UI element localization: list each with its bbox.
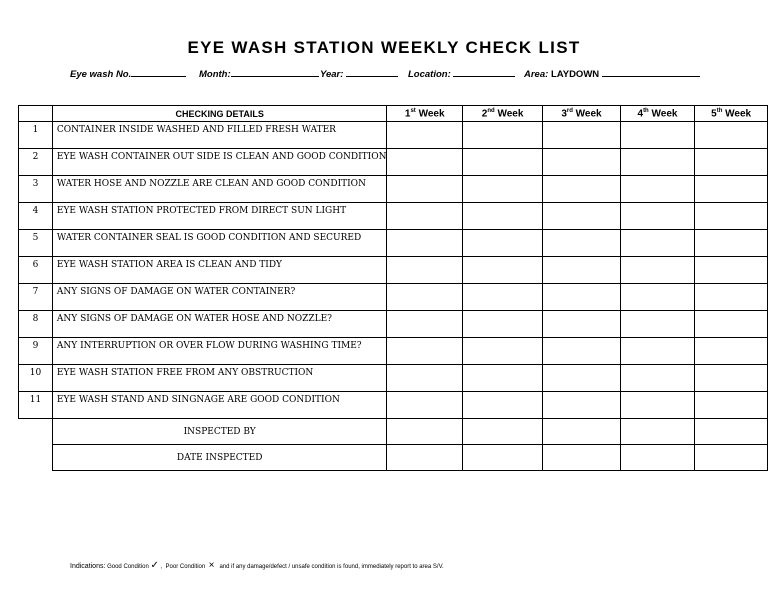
table-row <box>19 122 768 149</box>
table-row <box>19 203 768 230</box>
week-cell[interactable] <box>620 230 695 257</box>
week-cell[interactable] <box>462 203 542 230</box>
week-cell[interactable] <box>695 284 768 311</box>
week-cell[interactable] <box>695 149 768 176</box>
header-week-4: 4th Week <box>620 106 695 122</box>
week-cell[interactable] <box>695 230 768 257</box>
table-row <box>19 365 768 392</box>
week-cell[interactable] <box>620 311 695 338</box>
week-cell[interactable] <box>543 122 620 149</box>
inspected-by-cell[interactable] <box>462 419 542 445</box>
row-check-item: WATER CONTAINER SEAL IS GOOD CONDITION AND SECURED <box>52 230 387 257</box>
area-field[interactable] <box>524 67 700 80</box>
row-check-item: EYE WASH STATION PROTECTED FROM DIRECT SUN LIGHT <box>52 203 387 230</box>
location-field[interactable] <box>408 67 515 80</box>
week-cell[interactable] <box>462 149 542 176</box>
week-cell[interactable] <box>543 203 620 230</box>
week-cell[interactable] <box>695 257 768 284</box>
row-number: 11 <box>19 392 53 419</box>
blank-cell <box>19 445 53 471</box>
date-inspected-cell[interactable] <box>695 445 768 471</box>
table-row <box>19 176 768 203</box>
inspected-by-cell[interactable] <box>387 419 463 445</box>
week-cell[interactable] <box>543 257 620 284</box>
week-cell[interactable] <box>620 149 695 176</box>
checklist-table <box>18 105 768 471</box>
header-checking-details: CHECKING DETAILS <box>52 106 387 122</box>
table-row <box>19 149 768 176</box>
week-cell[interactable] <box>543 311 620 338</box>
week-cell[interactable] <box>387 122 463 149</box>
header-week-2: 2nd Week <box>462 106 542 122</box>
week-cell[interactable] <box>462 284 542 311</box>
year-label: Year: <box>320 69 344 80</box>
row-number: 3 <box>19 176 53 203</box>
inspected-by-cell[interactable] <box>695 419 768 445</box>
week-cell[interactable] <box>462 338 542 365</box>
table-row <box>19 257 768 284</box>
month-field[interactable] <box>199 67 319 80</box>
week-cell[interactable] <box>387 257 463 284</box>
inspected-by-label: INSPECTED BY <box>52 419 387 445</box>
header-week-5: 5th Week <box>695 106 768 122</box>
row-check-item: EYE WASH CONTAINER OUT SIDE IS CLEAN AND GOOD CONDITION <box>52 149 387 176</box>
month-label: Month: <box>199 69 231 80</box>
location-label: Location: <box>408 69 451 80</box>
date-inspected-cell[interactable] <box>462 445 542 471</box>
row-check-item: ANY INTERRUPTION OR OVER FLOW DURING WASHING TIME? <box>52 338 387 365</box>
week-cell[interactable] <box>620 122 695 149</box>
year-field[interactable] <box>320 67 398 80</box>
header-week-3: 3rd Week <box>543 106 620 122</box>
row-number: 7 <box>19 284 53 311</box>
area-value: LAYDOWN <box>550 69 600 80</box>
week-cell[interactable] <box>462 176 542 203</box>
table-row <box>19 311 768 338</box>
week-cell[interactable] <box>387 149 463 176</box>
year-line[interactable] <box>346 67 398 77</box>
header-number-cell <box>19 106 53 122</box>
row-number: 5 <box>19 230 53 257</box>
eye-wash-no-field[interactable] <box>70 67 186 80</box>
week-cell[interactable] <box>695 176 768 203</box>
date-inspected-row <box>19 445 768 471</box>
week-cell[interactable] <box>620 365 695 392</box>
row-check-item: EYE WASH STAND AND SINGNAGE ARE GOOD CONDITION <box>52 392 387 419</box>
week-cell[interactable] <box>695 122 768 149</box>
blank-cell <box>19 419 53 445</box>
date-inspected-cell[interactable] <box>543 445 620 471</box>
row-number: 4 <box>19 203 53 230</box>
row-number: 1 <box>19 122 53 149</box>
indications-note: and if any damage/defect / unsafe condition is found, immediately report to area S/V. <box>219 564 444 570</box>
page-title: EYE WASH STATION WEEKLY CHECK LIST <box>187 38 581 57</box>
week-cell[interactable] <box>543 230 620 257</box>
row-check-item: ANY SIGNS OF DAMAGE ON WATER CONTAINER? <box>52 284 387 311</box>
week-cell[interactable] <box>543 284 620 311</box>
week-cell[interactable] <box>543 338 620 365</box>
date-inspected-label: DATE INSPECTED <box>52 445 387 471</box>
date-inspected-cell[interactable] <box>387 445 463 471</box>
week-cell[interactable] <box>620 257 695 284</box>
week-cell[interactable] <box>387 284 463 311</box>
week-cell[interactable] <box>620 284 695 311</box>
header-week-1: 1st Week <box>387 106 463 122</box>
row-number: 9 <box>19 338 53 365</box>
table-row <box>19 392 768 419</box>
week-cell[interactable] <box>695 203 768 230</box>
week-cell[interactable] <box>462 122 542 149</box>
week-cell[interactable] <box>543 365 620 392</box>
week-cell[interactable] <box>387 311 463 338</box>
eye-wash-no-label: Eye wash No. <box>70 69 132 80</box>
table-header-row <box>19 106 768 122</box>
location-line[interactable] <box>453 67 515 77</box>
good-condition-label: Good Condition <box>107 564 149 570</box>
row-check-item: CONTAINER INSIDE WASHED AND FILLED FRESH WATER <box>52 122 387 149</box>
row-check-item: EYE WASH STATION AREA IS CLEAN AND TIDY <box>52 257 387 284</box>
date-inspected-cell[interactable] <box>620 445 695 471</box>
week-cell[interactable] <box>462 392 542 419</box>
row-number: 10 <box>19 365 53 392</box>
row-check-item: ANY SIGNS OF DAMAGE ON WATER HOSE AND NOZZLE? <box>52 311 387 338</box>
week-cell[interactable] <box>695 365 768 392</box>
week-cell[interactable] <box>387 203 463 230</box>
week-cell[interactable] <box>387 176 463 203</box>
area-line[interactable] <box>602 67 700 77</box>
week-cell[interactable] <box>462 257 542 284</box>
week-cell[interactable] <box>695 338 768 365</box>
row-number: 6 <box>19 257 53 284</box>
month-line[interactable] <box>231 67 319 77</box>
week-cell[interactable] <box>387 338 463 365</box>
week-cell[interactable] <box>387 392 463 419</box>
row-check-item: WATER HOSE AND NOZZLE ARE CLEAN AND GOOD CONDITION <box>52 176 387 203</box>
week-cell[interactable] <box>543 149 620 176</box>
inspected-by-row <box>19 419 768 445</box>
inspected-by-cell[interactable] <box>543 419 620 445</box>
cross-mark-icon: × <box>208 560 215 571</box>
week-cell[interactable] <box>387 230 463 257</box>
week-cell[interactable] <box>620 392 695 419</box>
check-mark-icon: ✓ <box>150 560 159 571</box>
row-number: 2 <box>19 149 53 176</box>
inspected-by-cell[interactable] <box>620 419 695 445</box>
row-number: 8 <box>19 311 53 338</box>
week-cell[interactable] <box>462 311 542 338</box>
eye-wash-no-line[interactable] <box>131 67 186 77</box>
week-cell[interactable] <box>620 176 695 203</box>
table-row <box>19 230 768 257</box>
area-label: Area: <box>524 69 549 80</box>
week-cell[interactable] <box>543 176 620 203</box>
week-cell[interactable] <box>462 230 542 257</box>
indications-label: Indications: <box>70 563 106 570</box>
week-cell[interactable] <box>695 311 768 338</box>
indications-footer: Indications: Good Condition ✓ , Poor Condition × and if any damage/defect / unsafe condition is found, immediately report to area S/V. <box>70 560 444 571</box>
week-cell[interactable] <box>387 365 463 392</box>
week-cell[interactable] <box>620 338 695 365</box>
week-cell[interactable] <box>543 392 620 419</box>
week-cell[interactable] <box>462 365 542 392</box>
row-check-item: EYE WASH STATION FREE FROM ANY OBSTRUCTION <box>52 365 387 392</box>
week-cell[interactable] <box>620 203 695 230</box>
poor-condition-label: Poor Condition <box>165 564 206 570</box>
table-row <box>19 284 768 311</box>
table-row <box>19 338 768 365</box>
week-cell[interactable] <box>695 392 768 419</box>
